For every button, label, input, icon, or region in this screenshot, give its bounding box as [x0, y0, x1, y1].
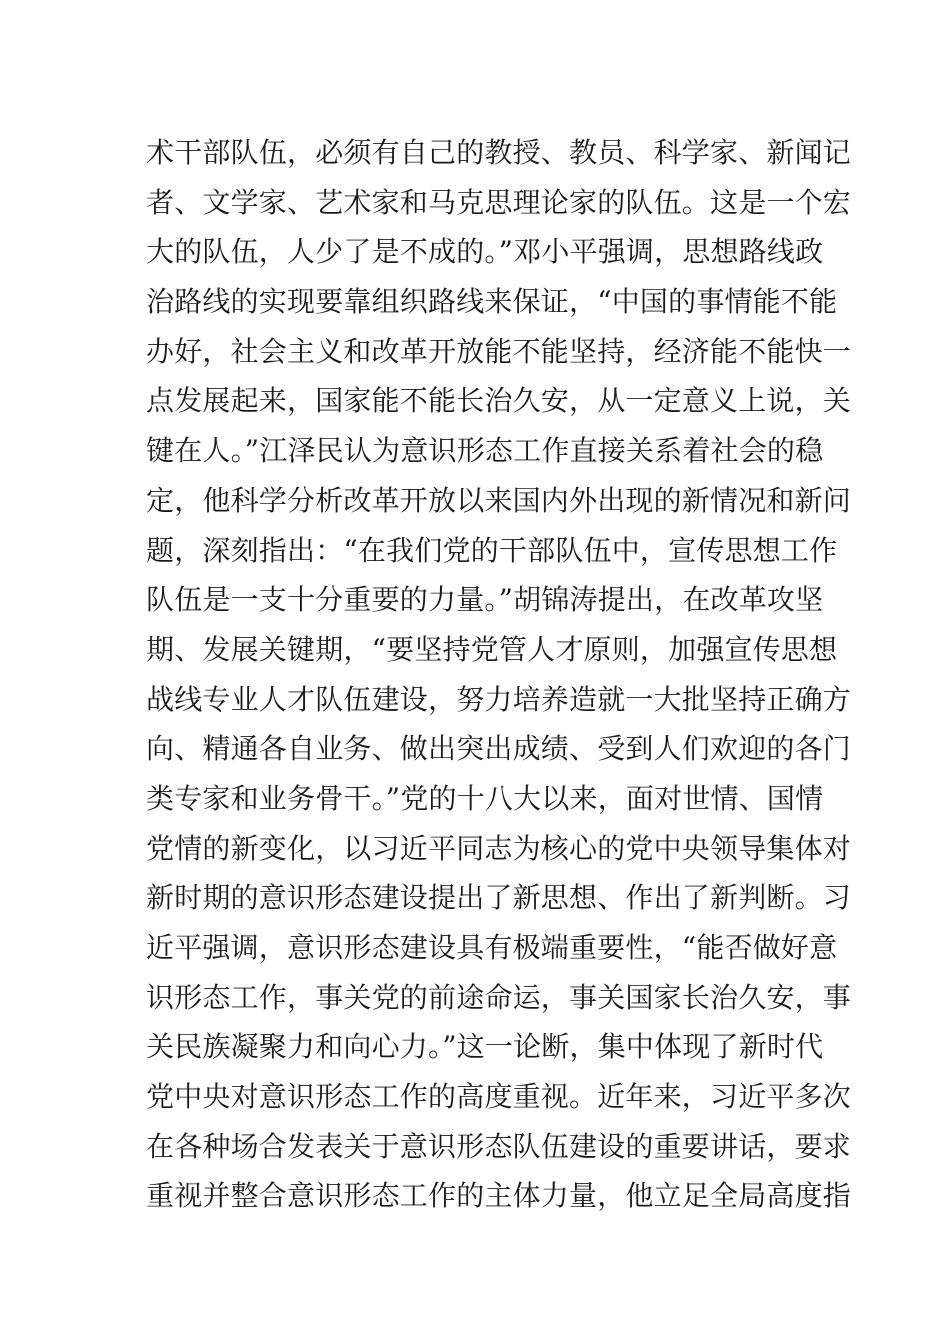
text-line: 向、精通各自业务、做出突出成绩、受到人们欢迎的各门	[146, 732, 852, 766]
text-line: 关民族凝聚力和向心力。”这一论断，集中体现了新时代	[146, 1030, 824, 1064]
text-line: 者、文学家、艺术家和马克思理论家的队伍。这是一个宏	[146, 185, 852, 219]
text-line: 办好，社会主义和改革开放能不能坚持，经济能不能快一	[146, 334, 852, 368]
text-line: 重视并整合意识形态工作的主体力量，他立足全局高度指	[146, 1179, 852, 1213]
text-line: 类专家和业务骨干。”党的十八大以来，面对世情、国情	[146, 781, 824, 815]
text-line: 新时期的意识形态建设提出了新思想、作出了新判断。习	[146, 881, 852, 915]
text-line: 近平强调，意识形态建设具有极端重要性，“能否做好意	[146, 931, 838, 964]
body-paragraph	[146, 128, 852, 1221]
text-line: 在各种场合发表关于意识形态队伍建设的重要讲话，要求	[146, 1129, 852, 1163]
text-line: 识形态工作，事关党的前途命运，事关国家长治久安，事	[146, 980, 852, 1014]
text-line: 大的队伍，人少了是不成的。”邓小平强调，思想路线政	[146, 235, 824, 269]
text-line: 治路线的实现要靠组织路线来保证，“中国的事情能不能	[146, 285, 838, 319]
text-line: 战线专业人才队伍建设，努力培养造就一大批坚持正确方	[146, 682, 852, 716]
text-line: 党中央对意识形态工作的高度重视。近年来，习近平多次	[146, 1080, 852, 1114]
text-line: 术干部队伍，必须有自己的教授、教员、科学家、新闻记	[146, 136, 852, 169]
text-line: 党情的新变化，以习近平同志为核心的党中央领导集体对	[146, 831, 852, 865]
text-line: 定，他科学分析改革开放以来国内外出现的新情况和新问	[146, 483, 852, 517]
text-line: 期、发展关键期，“要坚持党管人才原则，加强宣传思想	[146, 632, 838, 666]
text-line: 键在人。”江泽民认为意识形态工作直接关系着社会的稳	[146, 434, 824, 468]
text-line: 题，深刻指出：“在我们党的干部队伍中，宣传思想工作	[146, 533, 838, 567]
text-line: 队伍是一支十分重要的力量。”胡锦涛提出，在改革攻坚	[146, 583, 824, 617]
text-line: 点发展起来，国家能不能长治久安，从一定意义上说，关	[146, 384, 852, 418]
